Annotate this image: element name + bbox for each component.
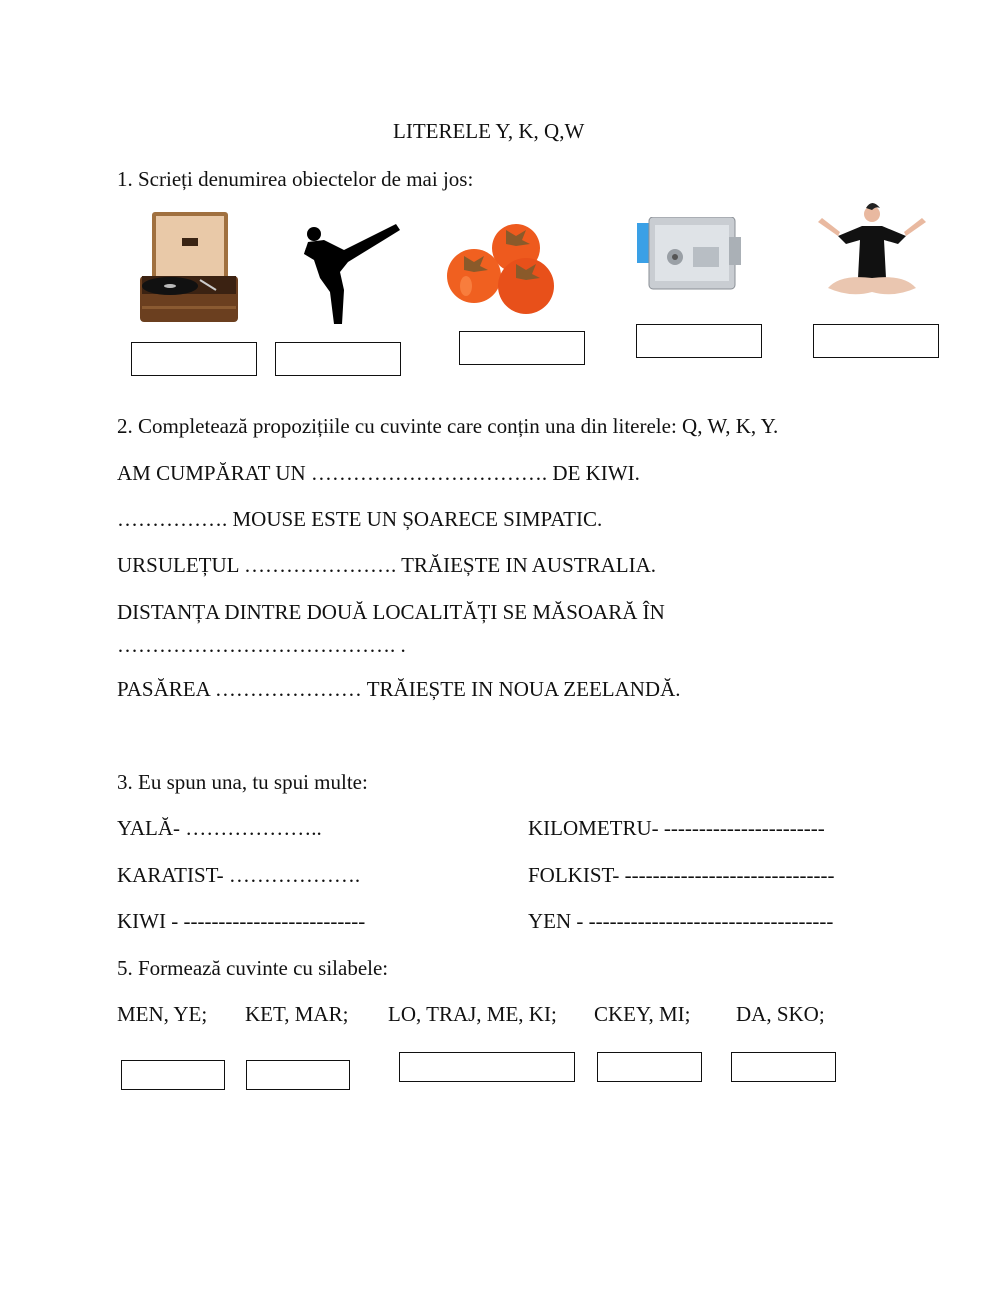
ex5-heading: 5. Formează cuvinte cu silabele:	[117, 956, 389, 980]
ex5-syllables: MEN, YE;	[117, 1002, 208, 1026]
karate-kick-silhouette-icon	[300, 220, 402, 328]
ex5-syllables: KET, MAR;	[245, 1002, 349, 1026]
ex5-syllables: CKEY, MI;	[594, 1002, 691, 1026]
word-box-4[interactable]	[597, 1052, 702, 1082]
ex3-item-left: KARATIST- ……………….	[117, 863, 361, 887]
ex5-syllables: LO, TRAJ, ME, KI;	[388, 1002, 557, 1026]
ex3-item-left: YALĂ- ………………..	[117, 816, 322, 840]
ex3-item-right: YEN - -----------------------------------	[528, 909, 834, 933]
ex3-item-right: FOLKIST- ------------------------------	[528, 863, 835, 887]
ex2-sentence: …………………………………. .	[117, 633, 406, 657]
ex2-sentence: URSULEȚUL …………………. TRĂIEȘTE IN AUSTRALIA.	[117, 553, 656, 577]
word-box-2[interactable]	[246, 1060, 350, 1090]
ex1-heading: 1. Scrieți denumirea obiectelor de mai jos:	[117, 167, 474, 191]
answer-box-3[interactable]	[459, 331, 585, 365]
ex3-item-right: KILOMETRU- -----------------------	[528, 816, 825, 840]
ex5-syllables: DA, SKO;	[736, 1002, 825, 1026]
ex3-heading: 3. Eu spun una, tu spui multe:	[117, 770, 368, 794]
answer-box-2[interactable]	[275, 342, 401, 376]
page-title: LITERELE Y, K, Q,W	[393, 119, 585, 143]
word-box-3[interactable]	[399, 1052, 575, 1082]
ex2-sentence: AM CUMPĂRAT UN ……………………………. DE KIWI.	[117, 461, 640, 485]
ex3-item-left: KIWI - --------------------------	[117, 909, 366, 933]
word-box-5[interactable]	[731, 1052, 836, 1082]
record-player-icon	[138, 210, 240, 326]
door-lock-icon	[637, 217, 743, 291]
ex2-sentence: PASĂREA ………………… TRĂIEȘTE IN NOUA ZEELANDĂ.	[117, 677, 681, 701]
answer-box-4[interactable]	[636, 324, 762, 358]
answer-box-5[interactable]	[813, 324, 939, 358]
persimmon-fruit-icon	[446, 224, 558, 318]
ex2-heading: 2. Completează propozițiile cu cuvinte care conțin una din literele: Q, W, K, Y.	[117, 414, 779, 438]
ex2-sentence: ……………. MOUSE ESTE UN ȘOARECE SIMPATIC.	[117, 507, 603, 531]
ex2-sentence: DISTANȚA DINTRE DOUĂ LOCALITĂȚI SE MĂSOARĂ ÎN	[117, 600, 665, 624]
yoga-woman-icon	[810, 200, 934, 300]
answer-box-1[interactable]	[131, 342, 257, 376]
word-box-1[interactable]	[121, 1060, 225, 1090]
